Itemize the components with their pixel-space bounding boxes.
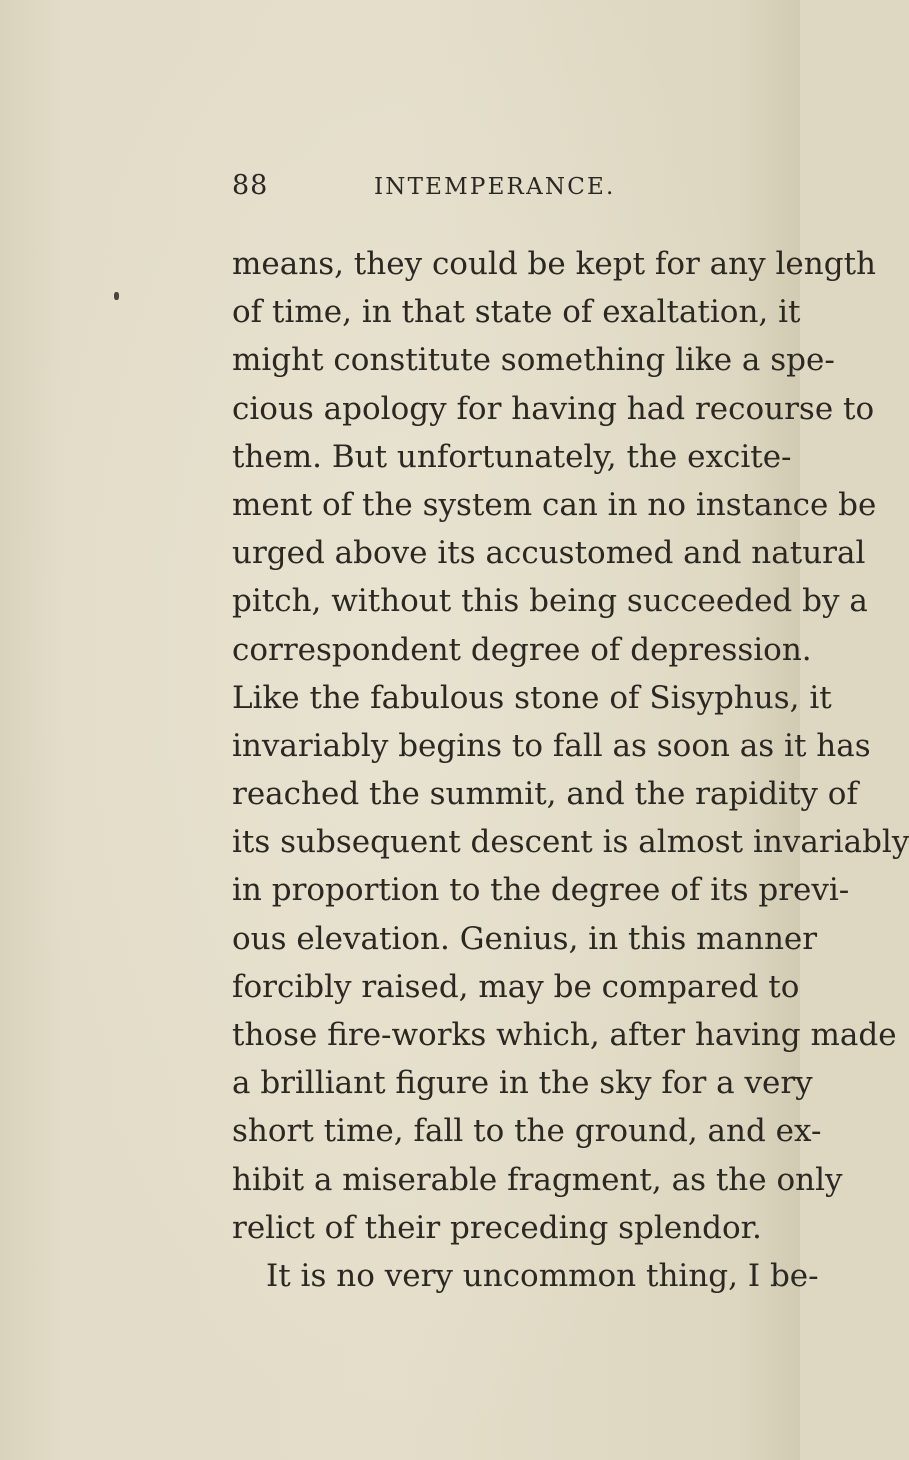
text-line: hibit a miserable fragment, as the only xyxy=(232,1161,843,1198)
text-line: Like the fabulous stone of Sisyphus, it xyxy=(232,679,832,716)
text-line: of time, in that state of exaltation, it xyxy=(232,294,801,331)
text-line: in proportion to the degree of its previ- xyxy=(232,872,850,909)
text-line: its subsequent descent is almost invariably xyxy=(232,824,909,861)
text-line: those fire-works which, after having made xyxy=(232,1017,897,1053)
text-line: means, they could be kept for any length xyxy=(232,246,876,282)
text-line: short time, fall to the ground, and ex- xyxy=(232,1113,822,1150)
page-header xyxy=(0,170,800,210)
text-line: forcibly raised, may be compared to xyxy=(232,968,800,1005)
text-line: reached the summit, and the rapidity of xyxy=(232,776,858,813)
text-line: urged above its accustomed and natural xyxy=(232,535,866,572)
ink-speck xyxy=(114,292,119,300)
page-number: 88 xyxy=(232,170,269,201)
text-line: a brilliant figure in the sky for a very xyxy=(232,1065,813,1102)
body-text xyxy=(232,240,909,1300)
text-line: ous elevation. Genius, in this manner xyxy=(232,920,818,957)
text-line: ment of the system can in no instance be xyxy=(232,486,877,523)
text-line: correspondent degree of depression. xyxy=(232,631,812,668)
text-line: pitch, without this being succeeded by a xyxy=(232,583,868,620)
text-line: It is no very uncommon thing, I be- xyxy=(266,1257,819,1294)
running-title: INTEMPERANCE. xyxy=(374,174,616,200)
text-line: relict of their preceding splendor. xyxy=(232,1209,762,1246)
text-line: invariably begins to fall as soon as it has xyxy=(232,727,871,764)
text-line: cious apology for having had recourse to xyxy=(232,390,875,427)
text-line: them. But unfortunately, the excite- xyxy=(232,438,792,475)
text-line: might constitute something like a spe- xyxy=(232,342,835,379)
